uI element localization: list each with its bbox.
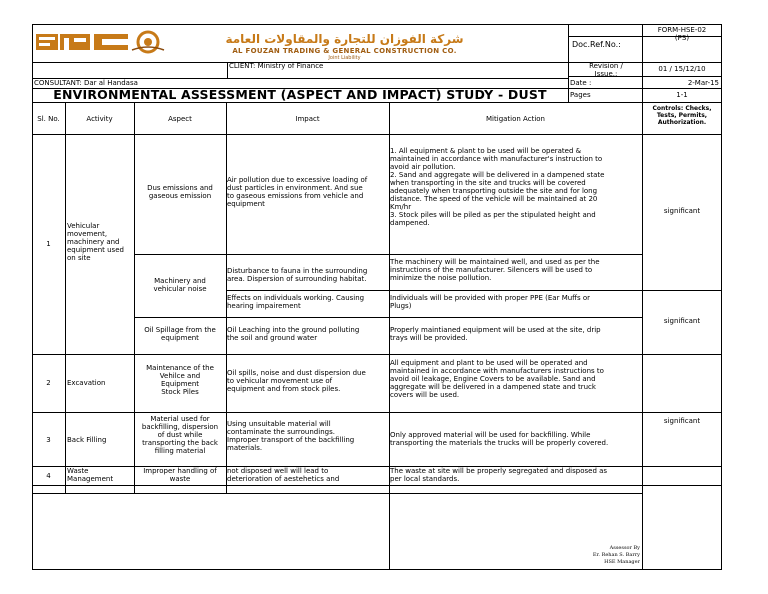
date-label: Date : (570, 79, 592, 87)
row1-aspect-a: Dus emissions and gaseous emission (147, 184, 213, 200)
row2-impact: Oil spills, noise and dust dispersion due to vehicular movement use of equipment and from stock piles. (227, 369, 366, 393)
row4-impact: not disposed well will lead to deterioration of aestehetics and (227, 467, 340, 483)
column-header-mitigation: Mitigation Action (486, 115, 545, 123)
consultant-name: CONSULTANT: Dar al Handasa (34, 79, 138, 87)
row1-impact-a: Air pollution due to excessive loading of dust particles in environment. And sue to gaseous emissions from vehicle and equipment (227, 176, 368, 208)
row2-mitigation: All equipment and plant to be used will be operated and maintained in accordance with manufacturers instructions to avoid oil leakage, Engine Covers to be available. Sand and aggregate will be delivered in a dampened state and truck covers will be used. (390, 359, 604, 399)
row3-control: significant (663, 417, 701, 425)
row1-aspect-c: Oil Spillage from the equipment (144, 326, 216, 342)
rule (226, 290, 722, 291)
signature-line-1: Assessor By (609, 545, 640, 551)
row1-mitigation-b1: The machinery will be maintained well, and used as per the instructions of the manufacturer. Silencers will be used to minimize the noise pollution. (390, 258, 600, 282)
row1-mitigation-c: Properly maintianed equipment will be used at the site, drip trays will be provided. (390, 326, 601, 342)
row1-mitigation-a: 1. All equipment & plant to be used will be operated & maintained in accordance with manufacturer's instruction to avoid air pollution. 2. Sand and aggregate will be delivered in a dampened state when transporting in the site and trucks will be covered adequately when transporting outside the site and for long distance. The speed of the vehicle will be maintained at 20 Km/hr 3. Stock piles will be piled as per the stipulated height and dampened. (390, 147, 605, 227)
revision-label: Revision / Issue.: (589, 62, 623, 78)
row1-control-b: significant (663, 317, 701, 325)
row1-impact-b2: Effects on individuals working. Causing hearing impairement (227, 294, 365, 310)
row1-activity: Vehicular movement, machinery and equipment used on site (67, 222, 124, 262)
signature-line-3: HSE Manager (604, 559, 640, 565)
row2-aspect: Maintenance of the Vehilce and Equipment Stock Piles (146, 364, 214, 396)
rule (134, 254, 642, 255)
row3-activity: Back Filling (67, 436, 107, 444)
rule (65, 102, 66, 493)
rule (32, 493, 642, 494)
rule (642, 102, 643, 570)
row4-aspect: Improper handling of waste (143, 467, 217, 483)
doc-ref-label: Doc.Ref.No.: (572, 40, 621, 49)
row1-control-a: significant (663, 207, 701, 215)
row1-impact-c: Oil Leaching into the ground polluting the soil and ground water (227, 326, 360, 342)
row3-mitigation: Only approved material will be used for backfilling. While transporting the materials the trucks will be properly covered. (390, 431, 609, 447)
client-name: CLIENT: Ministry of Finance (229, 62, 324, 70)
column-header-controls: Controls: Checks, Tests, Permits, Authorization. (652, 105, 712, 126)
company-name-arabic: شركة الفوزان للتجارة والمقاولات العامة (225, 32, 464, 46)
rule (32, 102, 722, 103)
rule (227, 62, 228, 78)
row4-activity: Waste Management (67, 467, 114, 483)
revision-value: 01 / 15/12/10 (658, 65, 706, 73)
row1-aspect-b: Machinery and vehicular noise (153, 277, 207, 293)
rule (568, 24, 569, 102)
rule (32, 485, 722, 486)
rule (32, 412, 722, 413)
row1-impact-b1: Disturbance to fauna in the surrounding area. Dispersion of surrounding habitat. (227, 267, 368, 283)
company-subline: Joint Liability (328, 55, 361, 61)
pages-value: 1-1 (676, 91, 688, 99)
row2-sl: 2 (46, 379, 51, 387)
row4-sl: 4 (46, 472, 51, 480)
company-logo (36, 30, 236, 54)
date-value: 2-Mar-15 (687, 79, 719, 87)
column-header-aspect: Aspect (168, 115, 192, 123)
company-name-english: AL FOUZAN TRADING & GENERAL CONSTRUCTION CO. (232, 47, 457, 55)
row2-activity: Excavation (67, 379, 106, 387)
column-header-activity: Activity (86, 115, 113, 123)
row1-mitigation-b2: Individuals will be provided with proper PPE (Ear Muffs or Plugs) (390, 294, 591, 310)
pages-label: Pages (570, 91, 591, 99)
rule (32, 354, 722, 355)
form-number: FORM-HSE-02 (PS) (657, 26, 707, 42)
row1-sl: 1 (46, 240, 51, 248)
row3-impact: Using unsuitable material will contaminate the surroundings. Improper transport of the backfilling materials. (227, 420, 355, 452)
column-header-sl: Sl. No. (37, 115, 60, 123)
rule (134, 317, 642, 318)
rule (32, 134, 722, 135)
column-header-impact: Impact (295, 115, 320, 123)
row3-aspect: Material used for backfilling, dispersion of dust while transporting the back filling material (141, 415, 219, 455)
document-title: ENVIRONMENTAL ASSESSMENT (ASPECT AND IMPACT) STUDY - DUST (53, 88, 547, 102)
row4-mitigation: The waste at site will be properly segregated and disposed as per local standards. (390, 467, 608, 483)
assessor-signature (572, 545, 640, 566)
assessment-sheet (32, 24, 722, 570)
row3-sl: 3 (46, 436, 51, 444)
signature-line-2: Er. Rehan S. Barry (592, 552, 640, 558)
